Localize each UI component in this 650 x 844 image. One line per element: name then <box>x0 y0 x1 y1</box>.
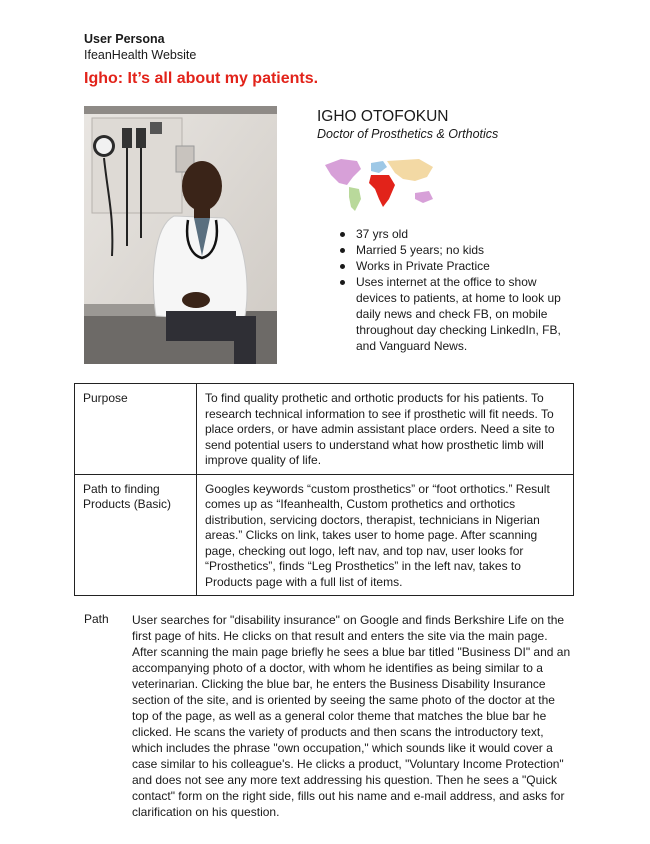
row-label: Purpose <box>75 384 197 475</box>
fact-item: 37 yrs old <box>340 226 575 242</box>
persona-table <box>74 383 574 596</box>
world-map-icon <box>323 155 436 213</box>
fact-item: Works in Private Practice <box>340 258 575 274</box>
fact-item: Uses internet at the office to show devices to patients, at home to look up daily news and check FB, on mobile throughout day checking LinkedIn, FB, and Vanguard News. <box>340 274 575 354</box>
row-text: To find quality prothetic and orthotic products for his patients. To research technical information to see if prosthetic will fit needs. To place orders, or have admin assistant place orders. Need a site to send potential users to understand what how prosthetic limb will improve quality of life. <box>197 384 574 475</box>
document-type: User Persona <box>84 32 165 46</box>
persona-name: IGHO OTOFOKUN <box>317 108 449 125</box>
table-row <box>75 474 574 596</box>
path-label: Path <box>84 612 109 626</box>
persona-photo <box>84 106 277 364</box>
row-text: Googles keywords “custom prosthetics” or “foot orthotics.” Result comes up as “Ifeanhealth, Custom prothetics and orthotics distribution, servicing doctors, therapist, technicians in Nigerian areas.” Clicks on link, takes user to home page. After scanning page, checking out logo, left nav, and top nav, user looks for “Prosthetics”, finds “Leg Prosthetics” in the left nav, takes to Products page with a full list of items. <box>197 474 574 596</box>
table-row <box>75 384 574 475</box>
persona-tagline: Igho: It’s all about my patients. <box>84 70 319 87</box>
fact-item: Married 5 years; no kids <box>340 242 575 258</box>
project-name: IfeanHealth Website <box>84 48 197 62</box>
persona-role: Doctor of Prosthetics & Orthotics <box>317 127 499 141</box>
row-label: Path to finding Products (Basic) <box>75 474 197 596</box>
persona-facts <box>340 226 575 354</box>
path-text: User searches for "disability insurance" on Google and finds Berkshire Life on the first page of hits. He clicks on that result and enters the site via the main page. After scanning the main page briefly he sees a blue bar titled "Business DI" and an accompanying photo of a doctor, with whom he identifies as being similar to a veterinarian. Clicking the blue bar, he enters the Business Disability Insurance section of the site, and is oriented by seeing the same photo of the doctor at the top of the page, as well as a general color theme that matches the blue bar he clicked. He scans the variety of products and then scans the introductory text, which includes the phrase "own occupation," which sounds like it would cover a case similar to his colleague's. He clicks a product, "Voluntary Income Protection" and does not see any more text addressing his question. Then he sees a "Quick contact" form on the right side, fills out his name and e-mail address, and asks for clarification on his question. <box>132 613 571 819</box>
